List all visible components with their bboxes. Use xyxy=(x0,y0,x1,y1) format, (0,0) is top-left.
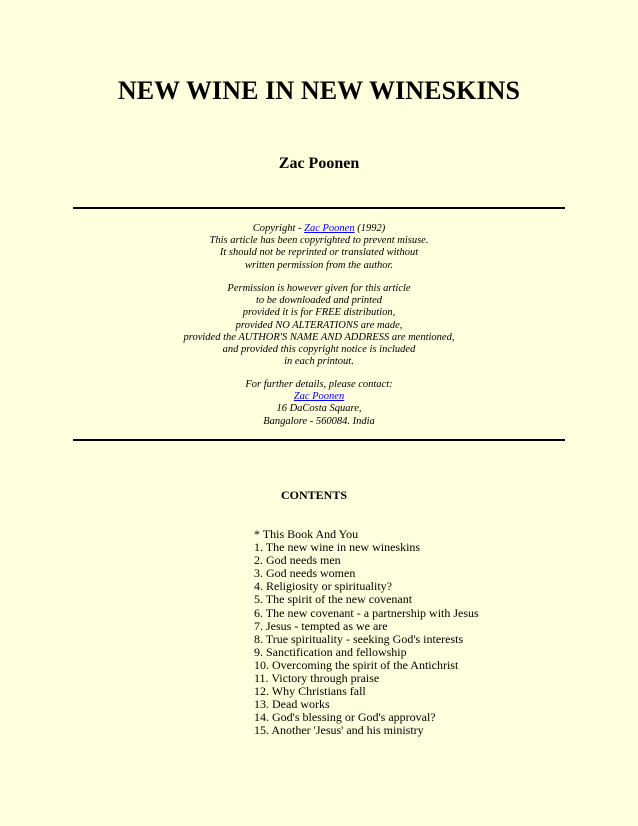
top-divider xyxy=(73,207,565,209)
toc-item: 14. God's blessing or God's approval? xyxy=(254,710,436,725)
toc-item: 4. Religiosity or spirituality? xyxy=(254,579,392,594)
permission-notice xyxy=(0,283,638,368)
toc-item: * This Book And You xyxy=(254,527,359,541)
copyright-year: (1992) xyxy=(354,223,386,234)
contact-address-line: 16 DaCosta Square, xyxy=(276,403,362,415)
toc-item: 13. Dead works xyxy=(254,697,330,712)
copyright-notice xyxy=(0,223,638,272)
permission-line: provided the AUTHOR'S NAME AND ADDRESS are mentioned, xyxy=(183,331,455,343)
copyright-text-line: This article has been copyrighted to prevent misuse. xyxy=(209,235,429,247)
contact-intro: For further details, please contact: xyxy=(245,379,393,390)
toc-item: 8. True spirituality - seeking God's interests xyxy=(254,631,464,646)
table-of-contents xyxy=(254,528,479,738)
copyright-prefix: Copyright - xyxy=(252,223,305,234)
copyright-author-link[interactable]: Zac Poonen xyxy=(304,223,355,234)
document-title: NEW WINE IN NEW WINESKINS xyxy=(117,76,521,105)
toc-item: 10. Overcoming the spirit of the Antichrist xyxy=(254,657,459,672)
toc-item: 5. The spirit of the new covenant xyxy=(254,592,413,607)
contact-address-line: Bangalore - 560084. India xyxy=(263,415,375,427)
contact-block xyxy=(0,379,638,428)
permission-line: provided NO ALTERATIONS are made, xyxy=(235,319,403,331)
copyright-line xyxy=(0,223,638,235)
toc-item: 2. God needs men xyxy=(254,553,341,568)
permission-line: in each printout. xyxy=(284,356,354,368)
bottom-divider xyxy=(73,439,565,441)
copyright-text-line: It should not be reprinted or translated without xyxy=(219,247,419,259)
toc-item: 11. Victory through praise xyxy=(254,671,380,686)
toc-item: 6. The new covenant - a partnership with Jesus xyxy=(254,605,479,620)
author-name: Zac Poonen xyxy=(278,155,360,172)
permission-line: provided it is for FREE distribution, xyxy=(242,307,396,319)
toc-item: 15. Another 'Jesus' and his ministry xyxy=(254,723,424,738)
contents-heading: CONTENTS xyxy=(280,488,348,502)
permission-line: to be downloaded and printed xyxy=(256,295,382,307)
toc-item: 7. Jesus - tempted as we are xyxy=(254,618,388,633)
permission-line: and provided this copyright notice is included xyxy=(222,344,416,356)
toc-item: 1. The new wine in new wineskins xyxy=(254,540,421,555)
copyright-text-line: written permission from the author. xyxy=(244,259,394,271)
permission-line: Permission is however given for this article xyxy=(227,283,411,294)
contact-name-link[interactable]: Zac Poonen xyxy=(293,391,345,403)
toc-item: 3. God needs women xyxy=(254,566,356,581)
toc-item: 12. Why Christians fall xyxy=(254,684,366,699)
contact-name-line xyxy=(0,391,638,403)
toc-item: 9. Sanctification and fellowship xyxy=(254,644,407,659)
